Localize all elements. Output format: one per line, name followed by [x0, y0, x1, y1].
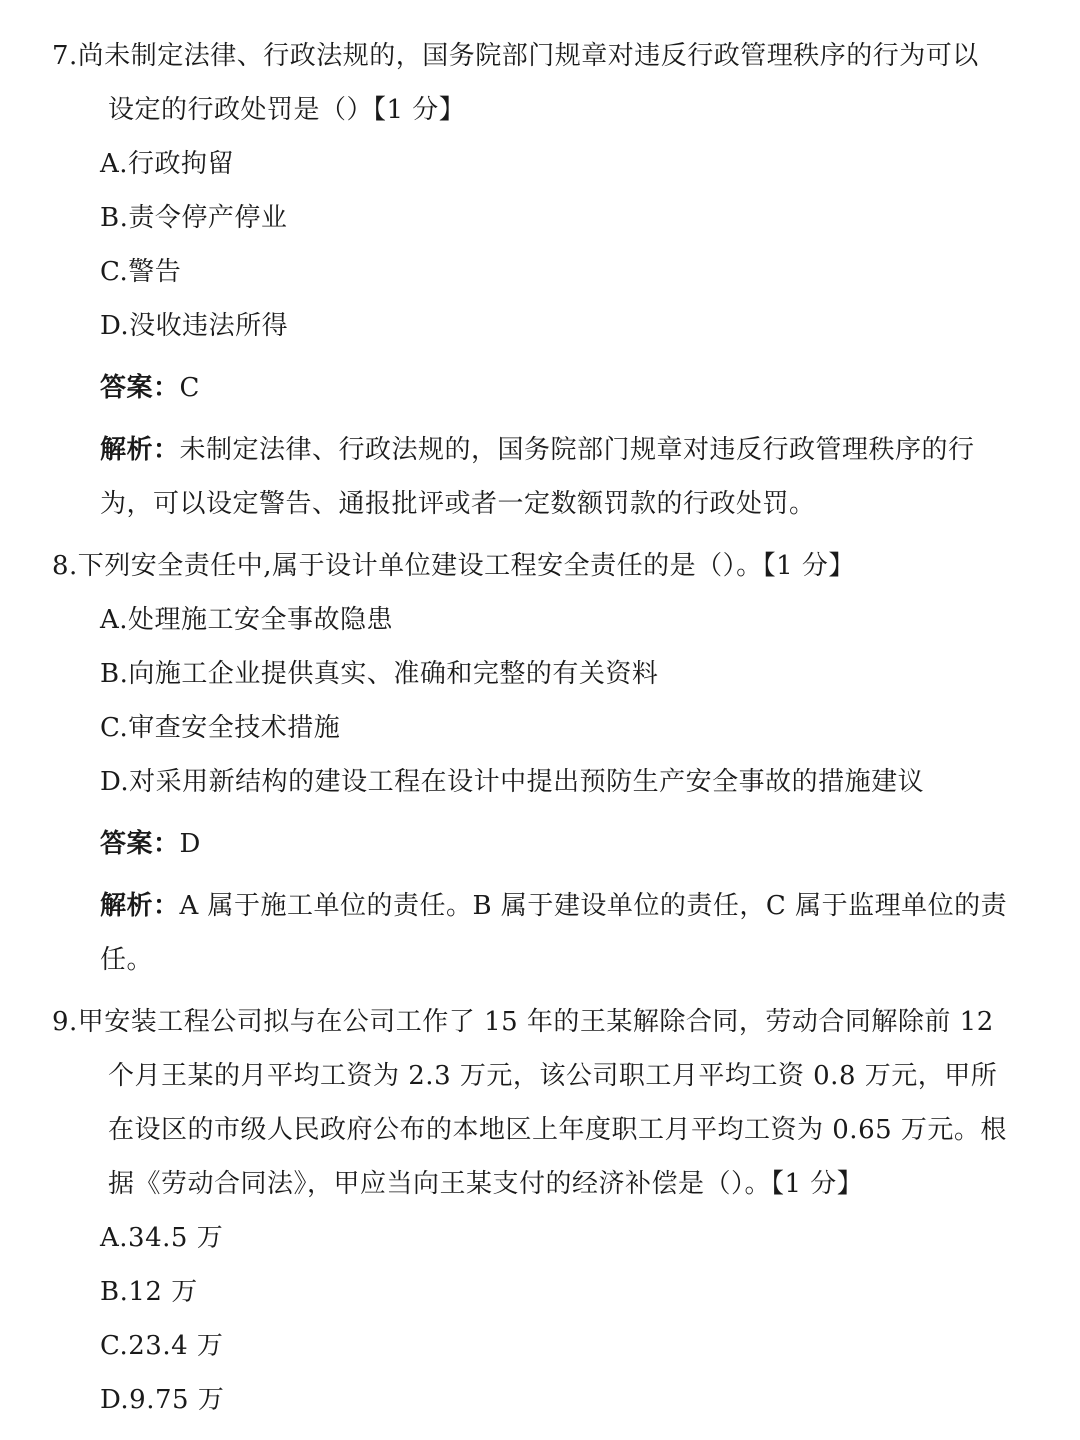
analysis-text: 未制定法律、行政法规的，国务院部门规章对违反行政管理秩序的行 [179, 435, 975, 465]
question-7-option-a: A.行政拘留 [100, 149, 235, 179]
question-7-option-b: B.责令停产停业 [100, 203, 288, 233]
question-8-option-d: D.对采用新结构的建设工程在设计中提出预防生产安全事故的措施建议 [100, 767, 925, 797]
analysis-label: 解析： [100, 891, 180, 921]
question-9-option-b: B.12 万 [100, 1277, 198, 1307]
answer-label: 答案： [100, 829, 180, 859]
question-9-stem-line-1: 9.甲安装工程公司拟与在公司工作了 15 年的王某解除合同，劳动合同解除前 12 [52, 1007, 994, 1037]
question-7-stem-line-2: 设定的行政处罚是（）【1 分】 [108, 95, 466, 125]
analysis-label: 解析： [100, 435, 180, 465]
question-8-option-a: A.处理施工安全事故隐患 [100, 605, 394, 635]
answer-label: 答案： [100, 373, 180, 403]
question-9-option-c: C.23.4 万 [100, 1331, 224, 1361]
question-9-stem-line-4: 据《劳动合同法》，甲应当向王某支付的经济补偿是（）。【1 分】 [108, 1169, 864, 1199]
question-7-analysis-line-1 [100, 432, 975, 468]
question-9-stem-line-3: 在设区的市级人民政府公布的本地区上年度职工月平均工资为 0.65 万元。根 [108, 1115, 1007, 1145]
question-8-analysis-line-1 [100, 888, 1007, 924]
question-8-answer [100, 826, 201, 862]
question-8-option-c: C.审查安全技术措施 [100, 713, 341, 743]
question-7-answer [100, 370, 200, 406]
question-7-option-c: C.警告 [100, 257, 182, 287]
question-7-stem-line-1: 7.尚未制定法律、行政法规的，国务院部门规章对违反行政管理秩序的行为可以 [52, 41, 979, 71]
question-7-analysis-line-2: 为，可以设定警告、通报批评或者一定数额罚款的行政处罚。 [100, 489, 816, 519]
analysis-text: A 属于施工单位的责任。B 属于建设单位的责任，C 属于监理单位的责 [179, 891, 1008, 921]
question-8-stem-line-1: 8.下列安全责任中,属于设计单位建设工程安全责任的是（）。【1 分】 [52, 551, 855, 581]
answer-value: C [179, 373, 200, 403]
question-8-analysis-line-2: 任。 [100, 945, 154, 975]
question-9-option-d: D.9.75 万 [100, 1385, 225, 1415]
question-7-option-d: D.没收违法所得 [100, 311, 289, 341]
question-9-option-a: A.34.5 万 [100, 1223, 224, 1253]
question-9-stem-line-2: 个月王某的月平均工资为 2.3 万元，该公司职工月平均工资 0.8 万元，甲所 [108, 1061, 998, 1091]
answer-value: D [179, 829, 201, 859]
question-8-option-b: B.向施工企业提供真实、准确和完整的有关资料 [100, 659, 659, 689]
